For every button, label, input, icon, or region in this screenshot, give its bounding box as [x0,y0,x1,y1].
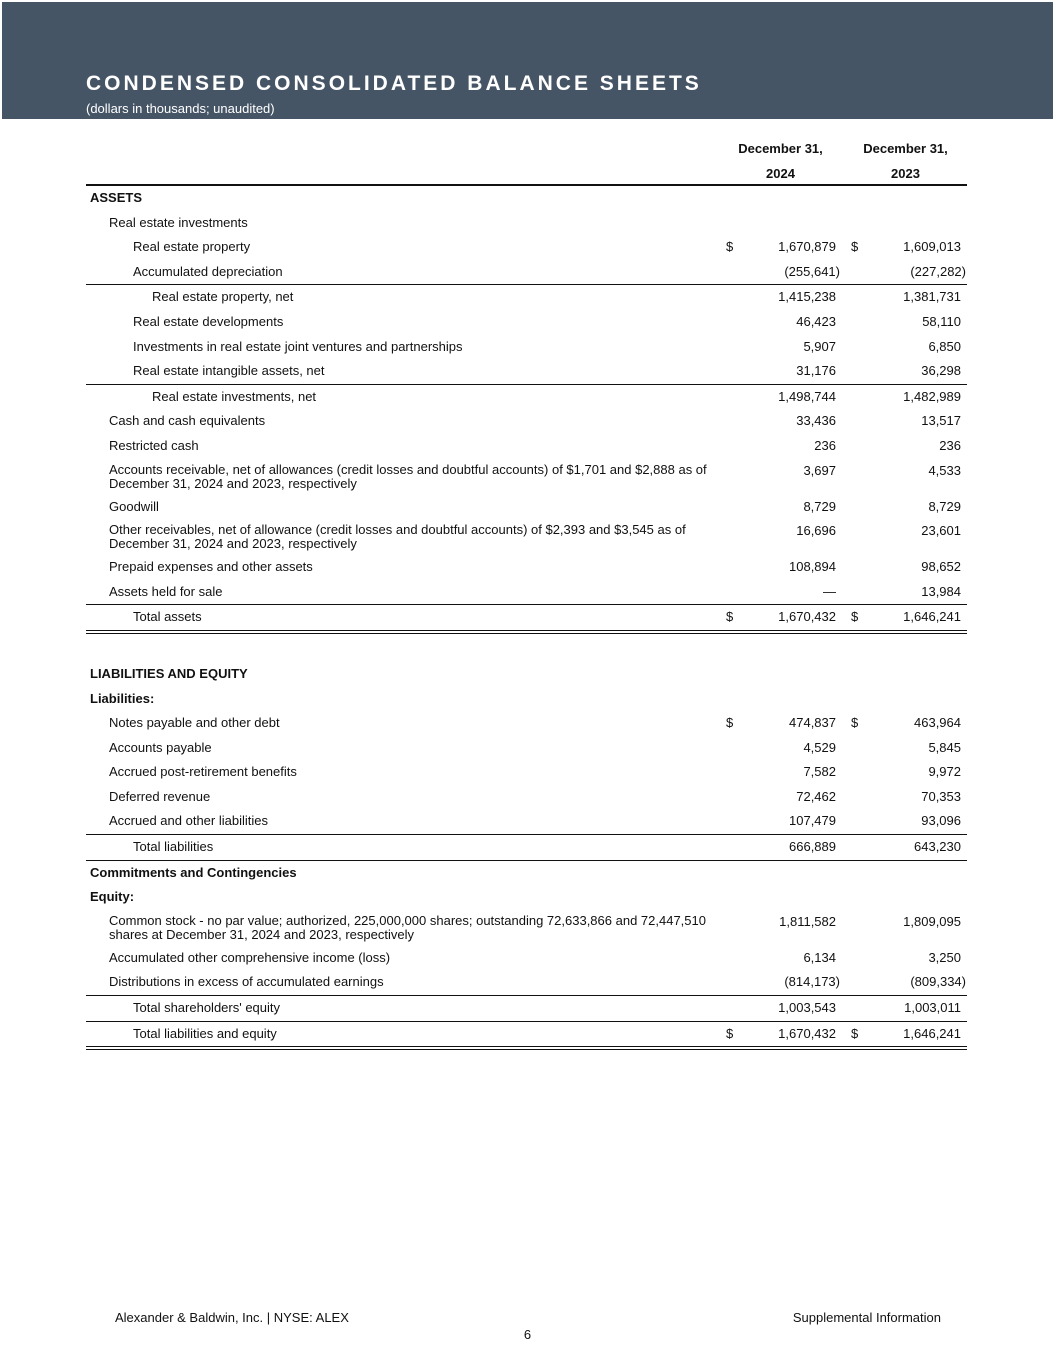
total-row: Total assets $ 1,670,432 $ 1,646,241 [86,604,967,634]
page-number: 6 [523,1327,532,1342]
section-heading-commitments: Commitments and Contingencies [86,860,967,886]
table-row: Real estate property $ 1,670,879 $ 1,609,013 [133,239,961,255]
footer-company: Alexander & Baldwin, Inc. | NYSE: ALEX [115,1310,349,1325]
table-row: Cash and cash equivalents 33,436 13,517 [109,413,961,429]
table-row: Other receivables, net of allowance (credit losses and doubtful accounts) of $2,393 and $3,545 as of December 31, 2024 and 2023, respectively 16,696 23,601 [109,522,961,552]
balance-sheet-table [86,136,967,1050]
table-row: Assets held for sale — 13,984 [109,583,961,599]
section-heading-liabilities-equity: LIABILITIES AND EQUITY [90,665,248,681]
table-row: Goodwill 8,729 8,729 [109,498,961,514]
column-header-2024-year: 2024 [766,166,795,181]
table-row: Accounts payable 4,529 5,845 [109,739,961,755]
table-row: Deferred revenue 72,462 70,353 [109,788,961,804]
table-row: Accrued and other liabilities 107,479 93,096 [109,813,961,829]
table-row: Distributions in excess of accumulated earnings (814,173) (809,334) [109,974,966,990]
table-row: Accumulated other comprehensive income (loss) 6,134 3,250 [109,949,961,965]
table-row: Accounts receivable, net of allowances (credit losses and doubtful accounts) of $1,701 and $2,888 as of December 31, 2024 and 2023, respectively 3,697 4,533 [109,461,961,491]
section-heading-equity: Equity: [90,889,135,905]
column-header-2024-line1: December 31, [738,141,823,156]
subtotal-row: Total liabilities 666,889 643,230 [86,834,967,860]
table-row: Investments in real estate joint ventures and partnerships 5,907 6,850 [133,338,961,354]
subtotal-row: Real estate investments, net 1,498,744 1,482,989 [86,384,967,410]
page-title: CONDENSED CONSOLIDATED BALANCE SHEETS [86,72,702,95]
footer-section: Supplemental Information [792,1310,941,1325]
page-subtitle: (dollars in thousands; unaudited) [86,101,275,116]
column-header-2023-line1: December 31, [863,141,948,156]
table-row: Notes payable and other debt $ 474,837 $ 463,964 [109,715,961,731]
table-row: Restricted cash 236 236 [109,437,961,453]
header-banner [2,2,1053,119]
column-header-2023-year: 2023 [891,166,920,181]
section-heading-assets: ASSETS [90,190,143,205]
table-row: Real estate intangible assets, net 31,176 36,298 [133,363,961,379]
subtotal-row: Real estate property, net 1,415,238 1,381,731 [86,284,967,310]
section-spacer [86,634,967,662]
table-row: Real estate developments 46,423 58,110 [133,313,961,329]
table-row: Common stock - no par value; authorized, 225,000,000 shares; outstanding 72,633,866 and 72,447,510 shares at December 31, 2024 and 2023, respectively 1,811,582 1,809,095 [109,912,961,942]
table-row: Real estate investments [109,214,248,230]
total-row: Total liabilities and equity $ 1,670,432 $ 1,646,241 [86,1021,967,1051]
table-row: Accrued post-retirement benefits 7,582 9,972 [109,764,961,780]
table-row: Prepaid expenses and other assets 108,894 98,652 [109,559,961,575]
subtotal-row: Total shareholders' equity 1,003,543 1,003,011 [86,995,967,1021]
section-heading-liabilities: Liabilities: [90,690,155,706]
column-header [86,136,967,186]
table-row: Accumulated depreciation (255,641) (227,282) [133,263,966,279]
